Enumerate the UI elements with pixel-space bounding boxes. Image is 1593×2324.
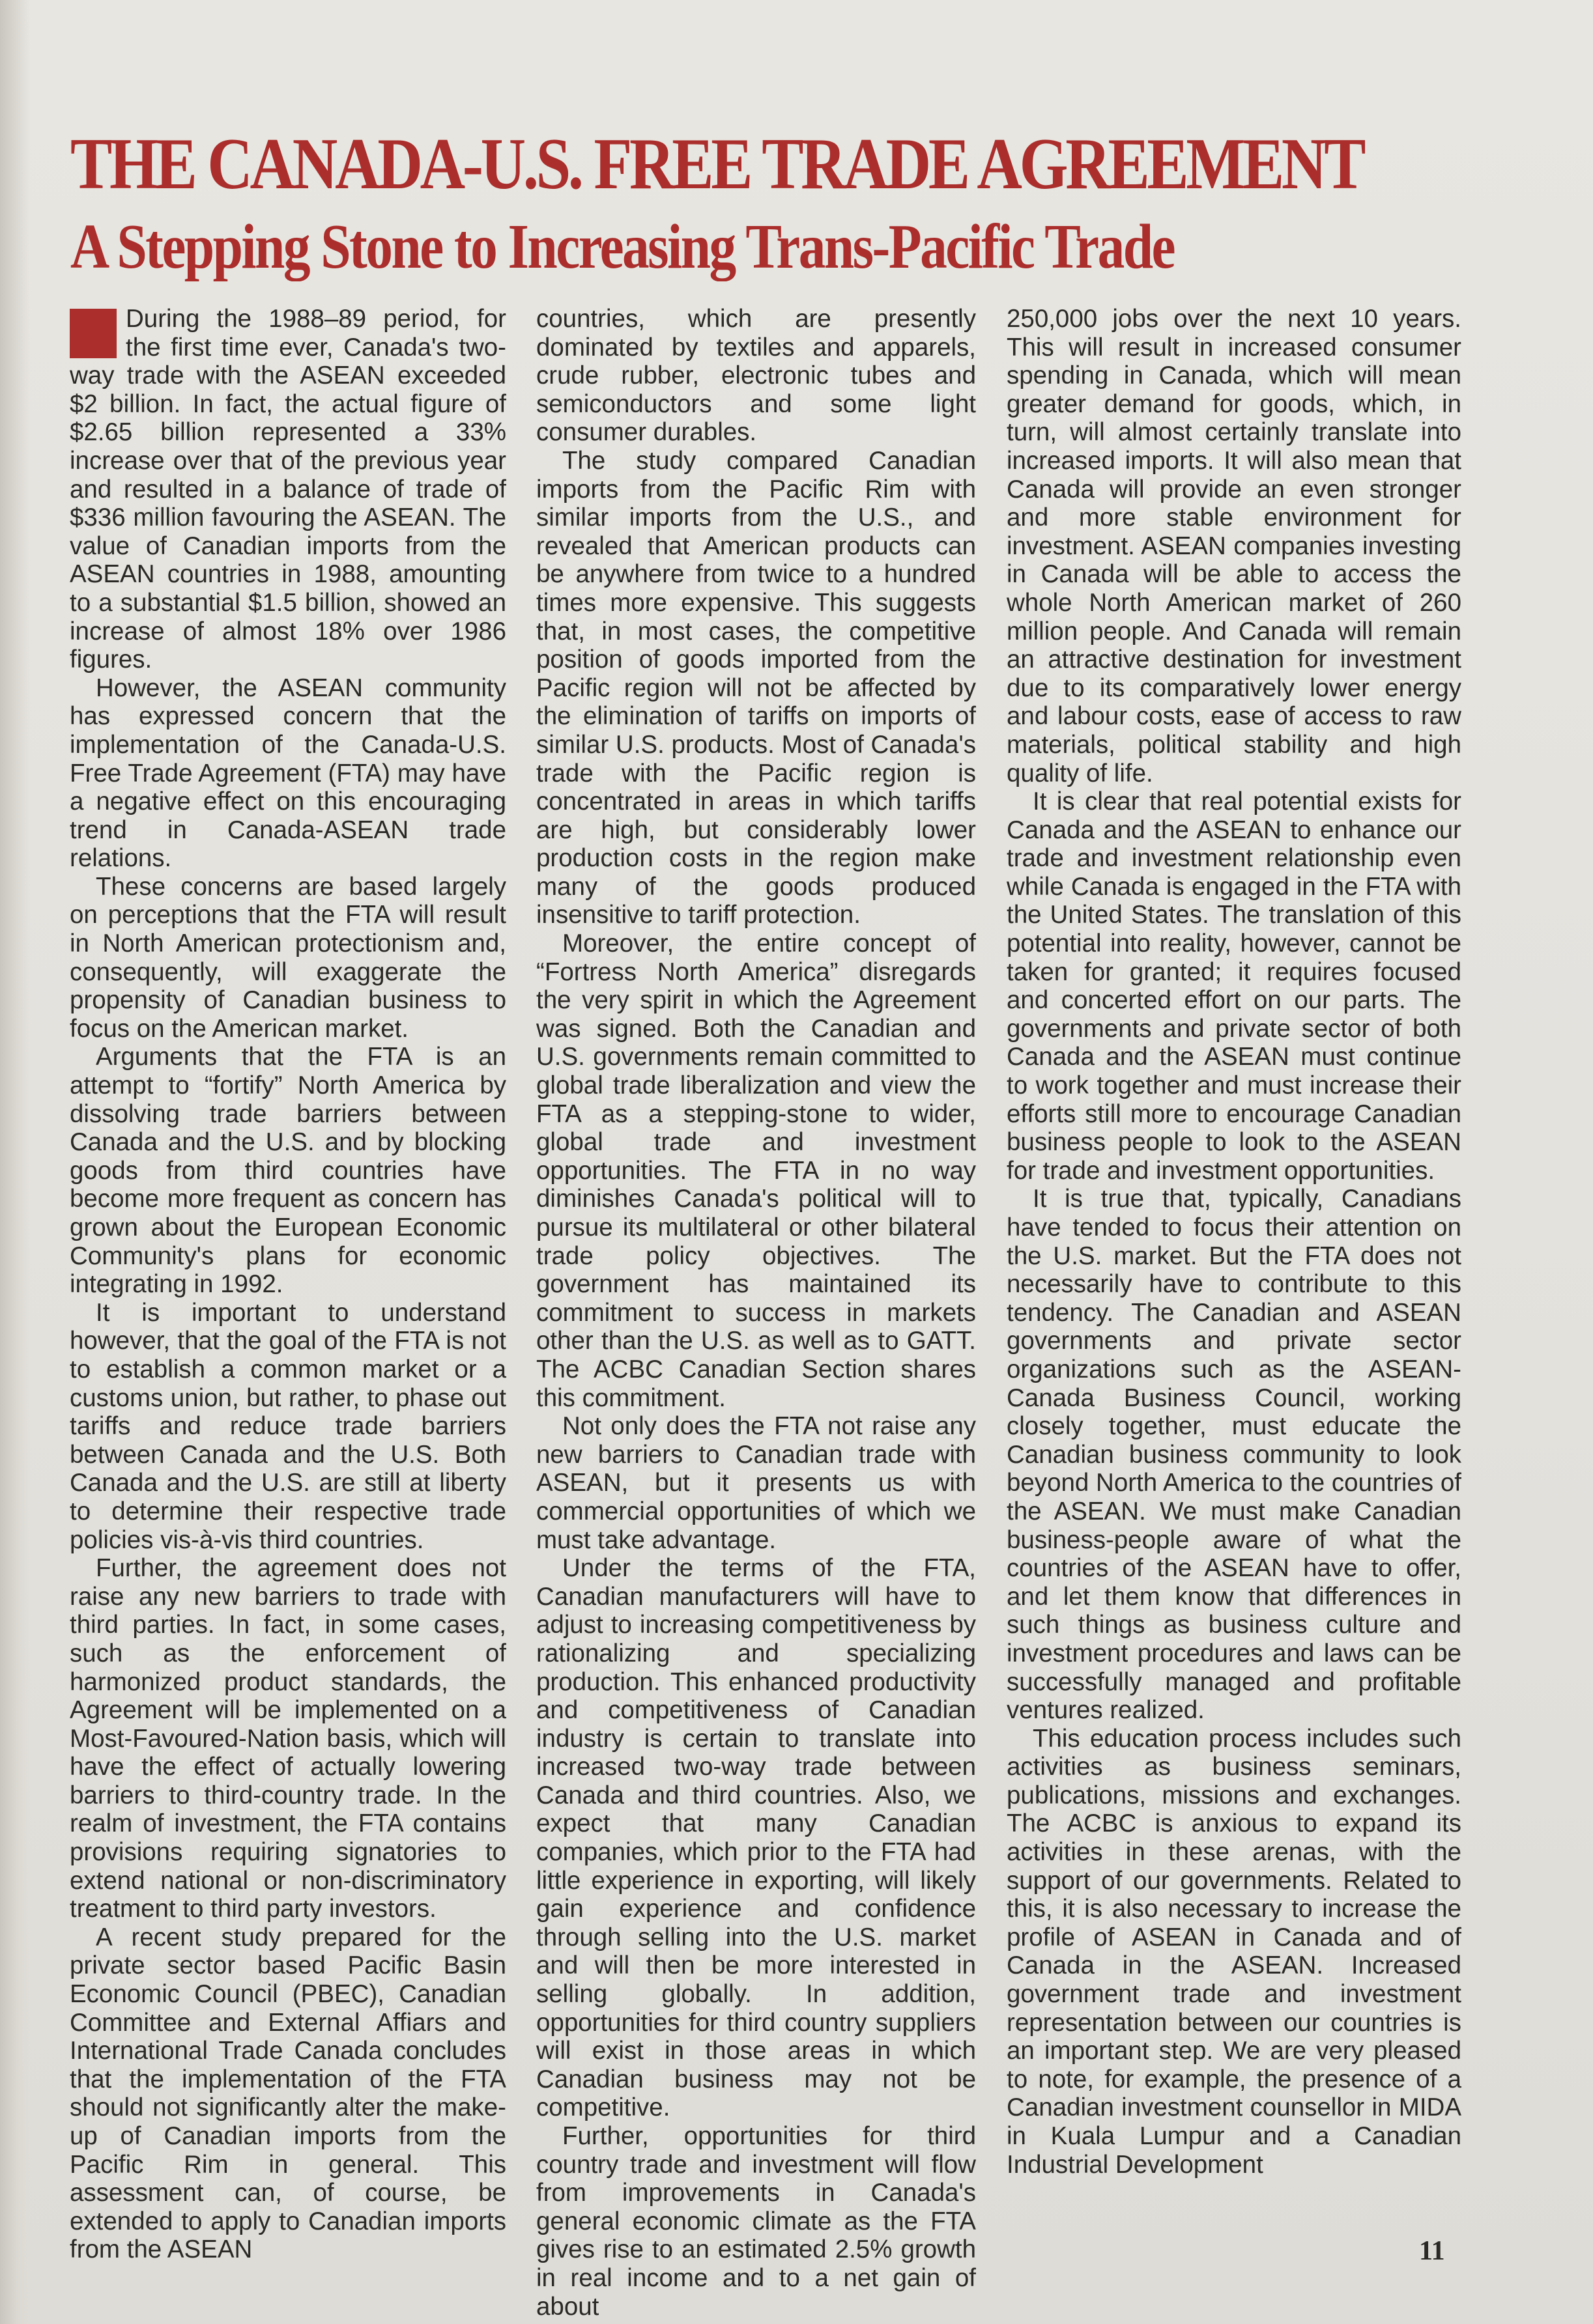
article-paragraph-8: The study compared Canadian imports from the Pacific Rim with similar imports from the U.S., and revealed that American products can be anywhere from twice to a hundred times more expensive. This suggests that, in most cases, the competitive position of goods imported from the Pacific region will not be affected by the elimination of tariffs on imports of similar U.S. products. Most of Canada's trade with the Pacific region is concentrated in areas in which tariffs are high, but considerably lower production costs in the region make many of the goods produced insensitive to tariff protection.	[536, 446, 976, 929]
paragraph-text: During the 1988–89 period, for the first time ever, Canada's two-way trade with the ASEAN exceeded $2 billion. In fact, the actual figure of $2.65 billion represented a 33% increase over that of the previous year and resulted in a balance of trade of $336 million favouring the ASEAN. The value of Canadian imports from the ASEAN countries in 1988, amounting to a substantial $1.5 billion, showed an increase of almost 18% over 1986 figures.	[70, 305, 506, 674]
article-paragraph-7	[70, 1923, 506, 2264]
article-title: THE CANADA-U.S. FREE TRADE AGREEMENT	[70, 124, 1364, 205]
text-column-3	[1007, 305, 1461, 2179]
article-paragraph-15: This education process includes such activities as business seminars, publications, missions and exchanges. The ACBC is anxious to expand its activities in these arenas, with the support of our governments. Related to this, it is also necessary to increase the profile of ASEAN in Canada and of Canada in the ASEAN. Increased government trade and investment representation between our countries is an important step. We are very pleased to note, for example, the presence of a Canadian investment counsellor in MIDA in Kuala Lumpur and a Canadian Industrial Development	[1007, 1724, 1461, 2179]
article-paragraph-6: Further, the agreement does not raise any new barriers to trade with third parties. In fact, in some cases, such as the enforcement of harmonized product standards, the Agreement will be implemented on a Most-Favoured-Nation basis, which will have the effect of actually lowering barriers to third-country trade. In the realm of investment, the FTA contains provisions requiring signatories to extend national or non-discriminatory treatment to third party investors.	[70, 1554, 506, 1923]
article-paragraph-2: However, the ASEAN community has expressed concern that the implementation of the Canada-U.S. Free Trade Agreement (FTA) may have a negative effect on this encouraging trend in Canada-ASEAN trade relations.	[70, 673, 506, 873]
article-subtitle: A Stepping Stone to Increasing Trans-Pacific Trade	[70, 212, 1174, 281]
article-paragraph-12: Further, opportunities for third country trade and investment will flow from improvements in Canada's general economic climate as the FTA gives rise to an estimated 2.5% growth in real income and to a net gain of about	[536, 2122, 976, 2321]
binding-shadow	[0, 0, 30, 2324]
article-paragraph-9: Moreover, the entire concept of “Fortress North America” disregards the very spirit in which the Agreement was signed. Both the Canadian and U.S. governments remain committed to global trade liberalization and view the FTA as a stepping-stone to wider, global trade and investment opportunities. The FTA in no way diminishes Canada's political will to pursue its multilateral or other bilateral trade policy objectives. The government has maintained its commitment to success in markets other than the U.S. as well as to GATT. The ACBC Canadian Section shares this commitment.	[536, 929, 976, 1412]
article-paragraph-11: Under the terms of the FTA, Canadian manufacturers will have to adjust to increasing competitiveness by rationalizing and specializing production. This enhanced productivity and competitiveness of Canadian industry is certain to translate into increased two-way trade between Canada and third countries. Also, we expect that many Canadian companies, which prior to the FTA had little experience in exporting, will likely gain experience and confidence through selling into the U.S. market and will then be more interested in selling globally. In addition, opportunities for third country suppliers will exist in those areas in which Canadian business may not be competitive.	[536, 1554, 976, 2122]
article-paragraph-5: It is important to understand however, that the goal of the FTA is not to establish a common market or a customs union, but rather, to phase out tariffs and reduce trade barriers between Canada and the U.S. Both Canada and the U.S. are still at liberty to determine their respective trade policies vis-à-vis third countries.	[70, 1298, 506, 1554]
article-paragraph-14: It is true that, typically, Canadians have tended to focus their attention on the U.S. market. But the FTA does not necessarily have to contribute to this tendency. The Canadian and ASEAN governments and private sector organizations such as the ASEAN-Canada Business Council, working closely together, must educate the Canadian business community to look beyond North America to the countries of the ASEAN. We must make Canadian business-people aware of what the countries of the ASEAN have to offer, and let them know that differences in such things as business culture and investment procedures and laws can be successfully managed and profitable ventures realized.	[1007, 1185, 1461, 1725]
article-paragraph-10: Not only does the FTA not raise any new barriers to Canadian trade with ASEAN, but it presents us with commercial opportunities of which we must take advantage.	[536, 1412, 976, 1554]
article-paragraph-3: These concerns are based largely on perceptions that the FTA will result in North American protectionism and, consequently, will exaggerate the propensity of Canadian business to focus on the American market.	[70, 872, 506, 1043]
article-paragraph-1	[70, 305, 506, 674]
article-paragraph-7-continued: countries, which are presently dominated by textiles and apparels, crude rubber, electronic tubes and semiconductors and some light consumer durables.	[536, 305, 976, 447]
article-paragraph-13: It is clear that real potential exists for Canada and the ASEAN to enhance our trade and investment relationship even while Canada is engaged in the FTA with the United States. The translation of this potential into reality, however, cannot be taken for granted; it requires focused and concerted effort on our parts. The governments and private sector of both Canada and the ASEAN must continue to work together and must increase their efforts still more to encourage Canadian business people to look to the ASEAN for trade and investment opportunities.	[1007, 787, 1461, 1185]
drop-cap-block	[70, 309, 117, 358]
paragraph-text-part-1: A recent study prepared for the private sector based Pacific Basin Economic Council (PBEC), Canadian Committee and External Affiars and International Trade Canada concludes that the implementation of the FTA should not significantly alter the make-up of Canadian imports from the Pacific Rim in general. This assessment can, of course, be extended to apply to Canadian imports from the ASEAN	[70, 1923, 506, 2264]
article-paragraph-4: Arguments that the FTA is an attempt to “fortify” North America by dissolving trade barriers between Canada and the U.S. and by blocking goods from third countries have become more frequent as concern has grown about the European Economic Community's plans for economic integrating in 1992.	[70, 1043, 506, 1299]
text-column-1	[70, 305, 506, 2264]
page-number: 11	[1419, 2236, 1445, 2266]
article-paragraph-12-continued: 250,000 jobs over the next 10 years. This will result in increased consumer spending in Canada, which will mean greater demand for goods, which, in turn, will almost certainly translate into increased imports. It will also mean that Canada will provide an even stronger and more stable environment for investment. ASEAN companies investing in Canada will be able to access the whole North American market of 260 million people. And Canada will remain an attractive destination for investment due to its comparatively lower energy and labour costs, ease of access to raw materials, political stability and high quality of life.	[1007, 305, 1461, 787]
text-column-2	[536, 305, 976, 2321]
